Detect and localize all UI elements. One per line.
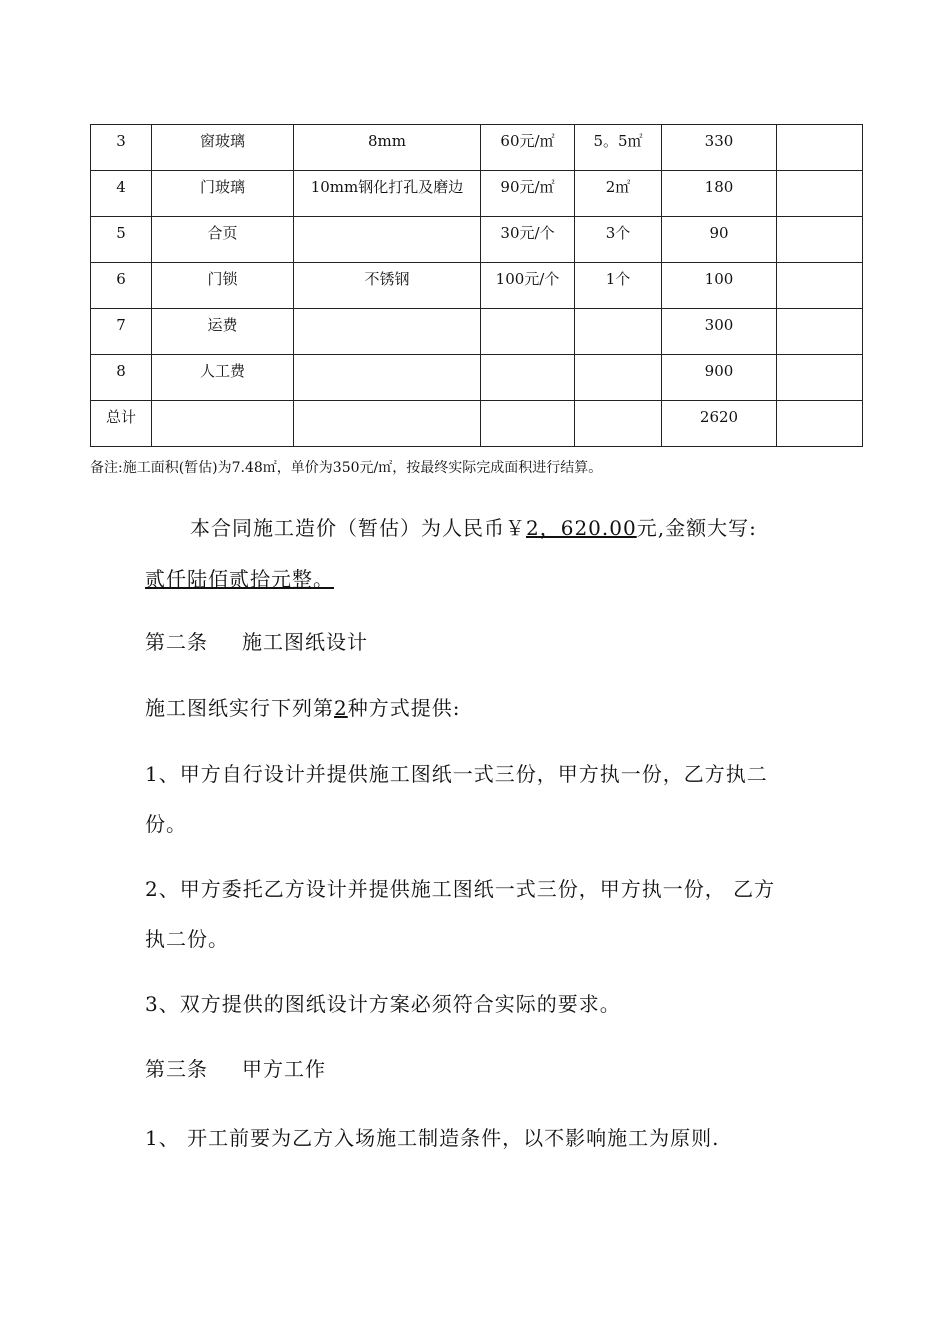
table-row xyxy=(91,171,863,217)
article2-intro-prefix: 施工图纸实行下列第 xyxy=(145,696,334,720)
table-cell-amount: 180 xyxy=(662,171,777,217)
article2-item1-line1: 1、甲方自行设计并提供施工图纸一式三份，甲方执一份，乙方执二 xyxy=(145,762,768,786)
table-cell-name: 窗玻璃 xyxy=(152,125,294,171)
table-cell-price xyxy=(481,355,575,401)
table-cell-no: 3 xyxy=(91,125,152,171)
table-cell-name xyxy=(152,401,294,447)
table-cell-spec: 10mm钢化打孔及磨边 xyxy=(294,171,481,217)
article2-intro xyxy=(145,694,460,722)
article3-item1: 1、 开工前要为乙方入场施工制造条件，以不影响施工为原则. xyxy=(145,1126,720,1150)
table-cell-price: 100元/个 xyxy=(481,263,575,309)
table-cell-spec xyxy=(294,355,481,401)
table-note: 备注:施工面积(暂估)为7.48㎡，单价为350元/㎡，按最终实际完成面积进行结算。 xyxy=(90,460,603,476)
table-cell-no: 8 xyxy=(91,355,152,401)
table-cell-remark xyxy=(777,217,863,263)
article2-intro-choice: 2 xyxy=(334,696,348,720)
article2-item2-line1: 2、甲方委托乙方设计并提供施工图纸一式三份，甲方执一份， 乙方 xyxy=(145,877,776,901)
table-row xyxy=(91,309,863,355)
article2-item2-line2: 执二份。 xyxy=(145,927,229,951)
price-prefix: 本合同施工造价（暂估）为人民币￥ xyxy=(190,516,526,540)
table-cell-price: 30元/个 xyxy=(481,217,575,263)
table-cell-remark xyxy=(777,125,863,171)
table-cell-qty xyxy=(575,355,662,401)
table-cell-remark xyxy=(777,263,863,309)
table-cell-spec: 8mm xyxy=(294,125,481,171)
table-cell-qty: 3个 xyxy=(575,217,662,263)
table-cell-amount: 300 xyxy=(662,309,777,355)
table-row xyxy=(91,401,863,447)
table-cell-no: 总计 xyxy=(91,401,152,447)
price-amount-words: 贰仟陆佰贰拾元整。 xyxy=(145,567,334,591)
table-cell-name: 运费 xyxy=(152,309,294,355)
article2-item1-line2: 份。 xyxy=(145,812,187,836)
table-cell-amount: 90 xyxy=(662,217,777,263)
table-cell-spec xyxy=(294,401,481,447)
table-cell-remark xyxy=(777,401,863,447)
table-cell-remark xyxy=(777,355,863,401)
table-cell-spec xyxy=(294,217,481,263)
article2-number: 第二条 xyxy=(145,630,208,654)
table-cell-no: 5 xyxy=(91,217,152,263)
price-amount: 2，620.00 xyxy=(526,516,637,540)
table-cell-amount: 2620 xyxy=(662,401,777,447)
table-cell-spec: 不锈钢 xyxy=(294,263,481,309)
table-cell-amount: 100 xyxy=(662,263,777,309)
table-cell-price: 60元/㎡ xyxy=(481,125,575,171)
table-row xyxy=(91,355,863,401)
table-row xyxy=(91,125,863,171)
table-cell-price: 90元/㎡ xyxy=(481,171,575,217)
table-cell-no: 7 xyxy=(91,309,152,355)
table-cell-no: 6 xyxy=(91,263,152,309)
article2-title: 施工图纸设计 xyxy=(242,630,368,654)
article2-intro-suffix: 种方式提供: xyxy=(347,696,461,720)
table-cell-qty xyxy=(575,401,662,447)
price-amount-words-line xyxy=(145,565,334,593)
table-cell-amount: 330 xyxy=(662,125,777,171)
cost-table xyxy=(90,124,863,447)
article3-title: 甲方工作 xyxy=(242,1057,326,1081)
table-cell-price xyxy=(481,309,575,355)
table-cell-remark xyxy=(777,309,863,355)
table-cell-price xyxy=(481,401,575,447)
table-cell-qty xyxy=(575,309,662,355)
price-suffix: 元,金额大写: xyxy=(636,516,757,540)
table-cell-spec xyxy=(294,309,481,355)
article2-item3: 3、双方提供的图纸设计方案必须符合实际的要求。 xyxy=(145,992,621,1016)
article2-heading xyxy=(145,628,368,656)
table-row xyxy=(91,263,863,309)
table-cell-amount: 900 xyxy=(662,355,777,401)
table-cell-name: 人工费 xyxy=(152,355,294,401)
table-cell-remark xyxy=(777,171,863,217)
price-statement xyxy=(190,514,757,542)
table-cell-qty: 1个 xyxy=(575,263,662,309)
table-row xyxy=(91,217,863,263)
table-cell-qty: 2㎡ xyxy=(575,171,662,217)
cost-table-body xyxy=(91,125,863,447)
article3-heading xyxy=(145,1055,326,1083)
table-cell-name: 合页 xyxy=(152,217,294,263)
table-cell-name: 门锁 xyxy=(152,263,294,309)
table-cell-no: 4 xyxy=(91,171,152,217)
table-cell-qty: 5。5㎡ xyxy=(575,125,662,171)
table-cell-name: 门玻璃 xyxy=(152,171,294,217)
article3-number: 第三条 xyxy=(145,1057,208,1081)
